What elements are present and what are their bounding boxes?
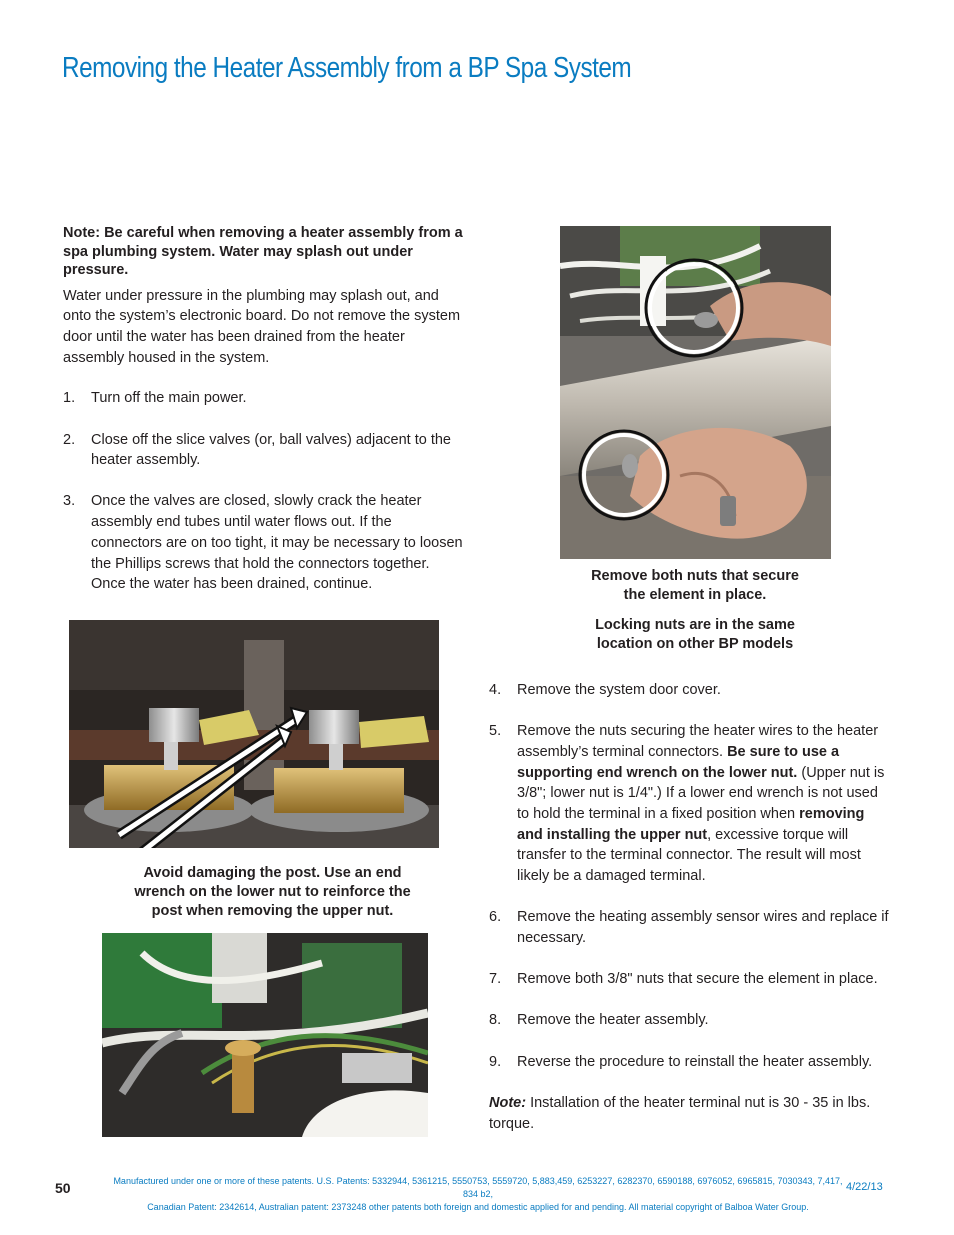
left-column xyxy=(63,224,463,615)
step-text: (Upper nut is 3/8"; lower nut is 1/4".) If a lower end wrench is not used to hold the terminal in a fixed position when xyxy=(517,764,885,823)
step-number: 1. xyxy=(63,390,76,407)
photo-caption-post: Avoid damaging the post. Use an end wrench on the lower nut to reinforce the post when removing the upper nut. xyxy=(134,865,411,919)
caution-note: Note: Be careful when removing a heater assembly from a spa plumbing system. Water may splash out under pressure. xyxy=(63,225,463,278)
step-3 xyxy=(63,491,463,595)
heater-element-photo xyxy=(560,226,831,559)
step-6 xyxy=(489,907,889,948)
right-column xyxy=(489,680,889,1134)
circuit-board-illustration xyxy=(102,933,428,1137)
step-9 xyxy=(489,1052,889,1073)
step-number: 3. xyxy=(63,493,76,510)
torque-note xyxy=(489,1093,889,1134)
step-text: Turn off the main power. xyxy=(91,390,247,407)
step-text: Remove both 3/8" nuts that secure the element in place. xyxy=(517,971,878,988)
step-number: 8. xyxy=(489,1012,502,1029)
note-label: Note: xyxy=(489,1094,527,1111)
patent-notice xyxy=(108,1175,848,1214)
step-text: Remove the heater assembly. xyxy=(517,1012,709,1029)
step-number: 7. xyxy=(489,971,502,988)
step-7 xyxy=(489,969,889,990)
step-text: , excessive torque will transfer to the terminal connector. The result will most likely be a damaged terminal. xyxy=(517,826,861,885)
photo-caption-locking-nuts: Locking nuts are in the same location on other BP models xyxy=(595,617,795,652)
step-number: 9. xyxy=(489,1053,502,1070)
photo-caption-nuts: Remove both nuts that secure the element in place. xyxy=(591,568,799,603)
step-number: 5. xyxy=(489,723,502,740)
terminal-posts-illustration xyxy=(69,620,439,848)
step-1 xyxy=(63,388,463,409)
step-4 xyxy=(489,680,889,701)
step-text: Remove the nuts securing the heater wires to the heater assembly’s terminal connectors. xyxy=(517,723,879,760)
step-text: Remove the system door cover. xyxy=(517,682,721,698)
step-number: 6. xyxy=(489,909,502,926)
step-text-bold: removing and installing the upper nut xyxy=(517,806,865,843)
intro-paragraph: Water under pressure in the plumbing may splash out, and onto the system’s electronic board. Do not remove the system door until the water has been drained from the heater assembly housed in the system. xyxy=(63,287,461,366)
step-text: Close off the slice valves (or, ball valves) adjacent to the heater assembly. xyxy=(91,431,452,469)
circuit-board-photo xyxy=(102,933,428,1137)
page-title: Removing the Heater Assembly from a BP Spa System xyxy=(62,52,632,84)
step-8 xyxy=(489,1010,889,1031)
step-number: 4. xyxy=(489,682,502,698)
heater-element-illustration xyxy=(560,226,831,559)
patent-line-1: Manufactured under one or more of these patents. U.S. Patents: 5332944, 5361215, 5550753, 5559720, 5,883,459, 6253227, 6282370, 6590188, 6976052, 6965815, 7030343, 7,417, 834 b2, xyxy=(113,1176,843,1199)
step-text: Once the valves are closed, slowly crack the heater assembly end tubes until water flows out. If the connectors are on too tight, it may be necessary to loosen the Phillips screws that hold the connectors together. Once the water has been drained, continue. xyxy=(91,493,463,593)
step-2 xyxy=(63,430,463,471)
step-text: Reverse the procedure to reinstall the heater assembly. xyxy=(517,1053,873,1070)
page-number: 50 xyxy=(55,1180,71,1196)
step-5 xyxy=(489,721,889,887)
note-text: Installation of the heater terminal nut is 30 - 35 in lbs. torque. xyxy=(489,1094,871,1132)
patent-line-2: Canadian Patent: 2342614, Australian patent: 2373248 other patents both foreign and domestic applied for and pending. All material copyright of Balboa Water Group. xyxy=(147,1202,809,1212)
revision-date: 4/22/13 xyxy=(846,1181,883,1193)
step-number: 2. xyxy=(63,431,76,448)
terminal-posts-photo xyxy=(69,620,439,848)
step-text: Remove the heating assembly sensor wires and replace if necessary. xyxy=(517,909,889,947)
step-text-bold: Be sure to use a supporting end wrench on the lower nut. xyxy=(517,743,840,781)
